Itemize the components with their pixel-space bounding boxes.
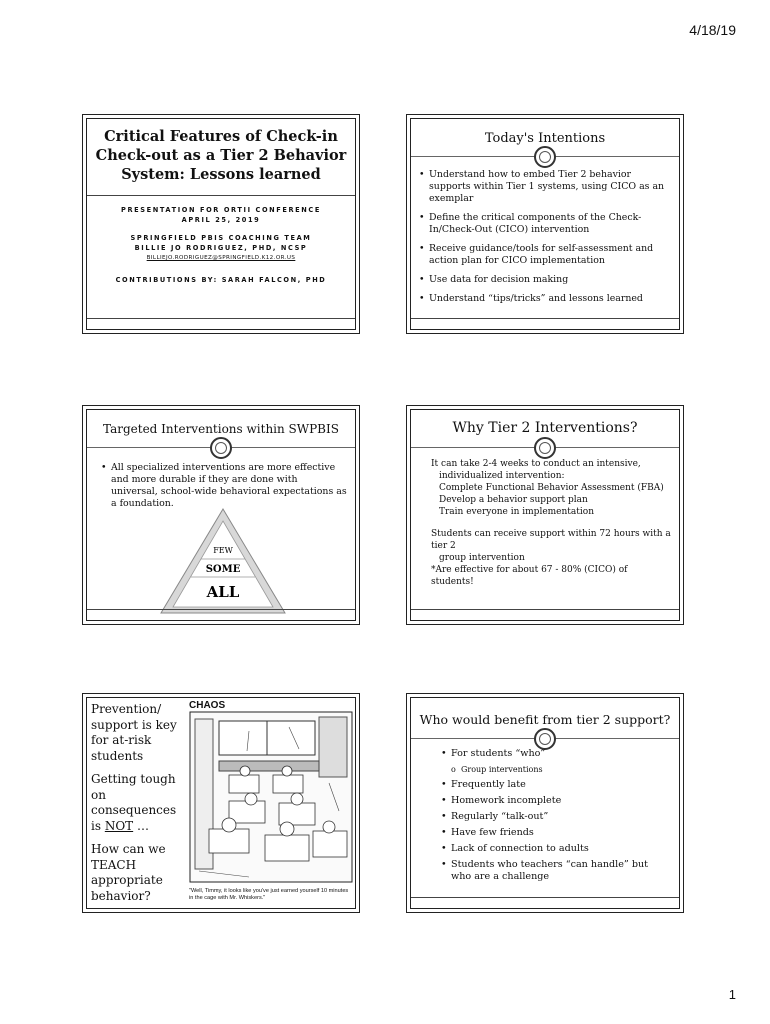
presenter-name: BILLIE JO RODRIGUEZ, PHD, NCSP bbox=[134, 244, 308, 252]
prevention-line: Prevention/ support is key for at-risk students bbox=[91, 702, 177, 763]
team-name: SPRINGFIELD PBIS COACHING TEAM bbox=[130, 234, 312, 242]
consequences-line: Getting tough on consequences is NOT … bbox=[91, 772, 177, 833]
list-item: • Lack of connection to adults bbox=[439, 843, 671, 855]
reason-text: group intervention bbox=[439, 553, 525, 563]
slide-1-frame bbox=[86, 118, 356, 330]
presentation-info bbox=[87, 205, 355, 285]
cartoon-caption: "Well, Timmy, it looks like you've just earned yourself 10 minutes in the cage with Mr. Whiskers." bbox=[189, 888, 349, 901]
slide-3-title: Targeted Interventions within SWPBIS bbox=[103, 422, 339, 436]
slide-6 bbox=[406, 693, 684, 913]
slide-5 bbox=[82, 693, 360, 913]
slide-4-frame bbox=[410, 409, 680, 621]
effectiveness-note: *Are effective for about 67 - 80% (CICO) of students! bbox=[431, 565, 628, 587]
pyramid-top-label: FEW bbox=[213, 546, 233, 555]
slide-4 bbox=[406, 405, 684, 625]
ring-divider bbox=[411, 732, 679, 744]
slide-5-frame bbox=[86, 697, 356, 909]
pyramid-diagram bbox=[157, 505, 289, 617]
reason-text: It can take 2-4 weeks to conduct an intensive, bbox=[431, 459, 641, 469]
slide-1 bbox=[82, 114, 360, 334]
slide-2-frame bbox=[410, 118, 680, 330]
ring-icon bbox=[534, 728, 556, 750]
list-item: • Define the critical components of the Check-In/Check-Out (CICO) intervention bbox=[417, 212, 671, 236]
tier2-reasons bbox=[431, 458, 673, 588]
step-item: Complete Functional Behavior Assessment (FBA) bbox=[439, 483, 664, 493]
prevention-text bbox=[91, 702, 187, 904]
slide-2 bbox=[406, 114, 684, 334]
slide-1-title bbox=[87, 127, 355, 184]
ring-icon bbox=[210, 437, 232, 459]
list-subitem: o Group interventions bbox=[439, 764, 671, 776]
ring-icon bbox=[534, 437, 556, 459]
presentation-date: APRIL 25, 2019 bbox=[181, 216, 261, 224]
title-line-1: Critical Features of Check-in bbox=[104, 128, 338, 145]
presenter-email-link[interactable]: BILLIEJO.RODRIGUEZ@SPRINGFIELD.K12.OR.US bbox=[146, 255, 296, 261]
contributions-line: CONTRIBUTIONS BY: SARAH FALCON, PHD bbox=[115, 276, 327, 284]
slide-3 bbox=[82, 405, 360, 625]
cartoon-title: CHAOS bbox=[189, 700, 226, 711]
slide-4-title: Why Tier 2 Interventions? bbox=[452, 420, 638, 436]
slide-3-frame bbox=[86, 409, 356, 621]
pyramid-bottom-label: ALL bbox=[206, 583, 240, 601]
teach-question: How can we TEACH appropriate behavior? bbox=[91, 842, 166, 903]
ring-divider bbox=[87, 441, 355, 453]
ring-divider bbox=[411, 441, 679, 453]
ring-icon bbox=[534, 146, 556, 168]
slide-bottom-bar bbox=[87, 318, 355, 319]
title-line-2: Check-out as a Tier 2 Behavior bbox=[95, 147, 347, 164]
title-divider bbox=[87, 195, 355, 196]
tier2-candidates-list bbox=[439, 748, 671, 887]
presentation-line: PRESENTATION FOR ORTII CONFERENCE bbox=[121, 206, 321, 214]
reason-text: individualized intervention: bbox=[439, 471, 565, 481]
reason-text: Students can receive support within 72 hours with a tier 2 bbox=[431, 529, 671, 551]
list-item: • Understand how to embed Tier 2 behavior supports within Tier 1 systems, using CICO as an exemplar bbox=[417, 169, 671, 205]
page-number: 1 bbox=[728, 987, 736, 1002]
not-emphasis: NOT bbox=[104, 818, 134, 833]
list-item: • Understand “tips/tricks” and lessons learned bbox=[417, 293, 671, 305]
slide-bottom-bar bbox=[411, 897, 679, 898]
ring-divider bbox=[411, 150, 679, 162]
slide-6-title: Who would benefit from tier 2 support? bbox=[419, 712, 671, 727]
list-item: • Have few friends bbox=[439, 827, 671, 839]
slide-bottom-bar bbox=[411, 318, 679, 319]
list-item: • All specialized interventions are more effective and more durable if they are done with universal, school-wide behavioral expectations as a foundation. bbox=[99, 462, 347, 510]
pyramid-middle-label: SOME bbox=[205, 564, 241, 575]
slide-6-frame bbox=[410, 697, 680, 909]
classroom-cartoon-illustration bbox=[189, 711, 353, 883]
slide-bottom-bar bbox=[411, 609, 679, 610]
intentions-list bbox=[417, 169, 671, 312]
list-item: • Use data for decision making bbox=[417, 274, 671, 286]
step-item: Develop a behavior support plan bbox=[439, 495, 588, 505]
list-item: • For students “who” bbox=[439, 748, 671, 760]
chaos-cartoon bbox=[189, 700, 353, 905]
print-date: 4/18/19 bbox=[689, 22, 736, 38]
slide-bottom-bar bbox=[87, 609, 355, 610]
list-item: • Frequently late bbox=[439, 779, 671, 791]
list-item: • Regularly “talk-out” bbox=[439, 811, 671, 823]
list-item: • Students who teachers “can handle” but who are a challenge bbox=[439, 859, 671, 883]
list-item: • Homework incomplete bbox=[439, 795, 671, 807]
step-item: Train everyone in implementation bbox=[439, 507, 594, 517]
title-line-3: System: Lessons learned bbox=[121, 166, 321, 183]
slide-2-title: Today's Intentions bbox=[484, 131, 606, 146]
list-item: • Receive guidance/tools for self-assessment and action plan for CICO implementation bbox=[417, 243, 671, 267]
